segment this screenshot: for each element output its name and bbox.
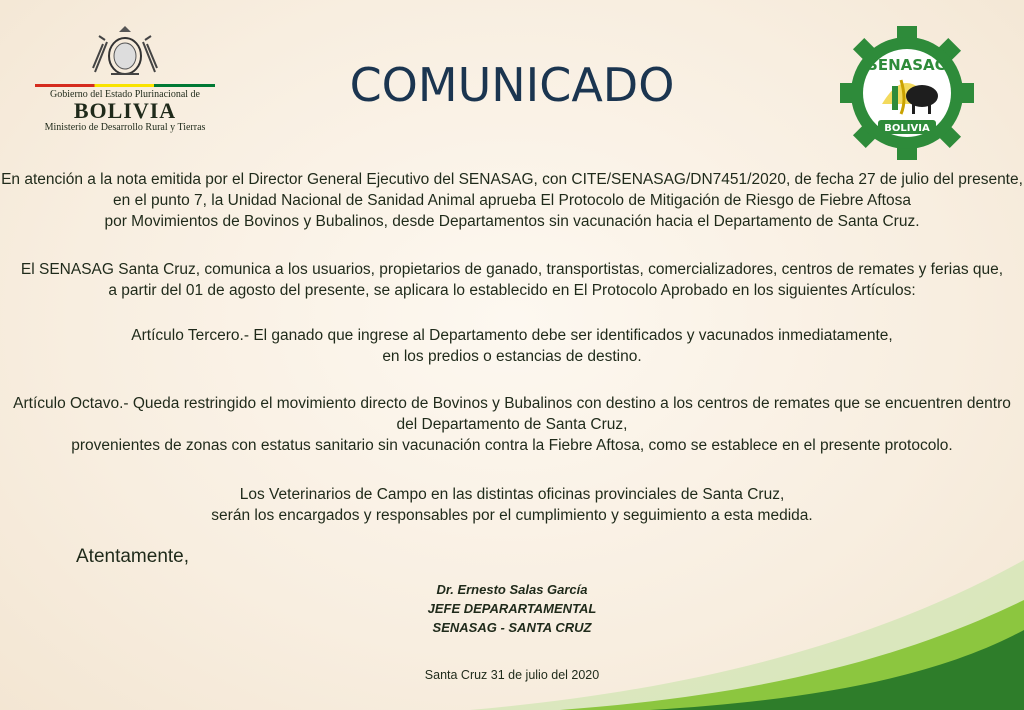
closing-salutation: Atentamente, (76, 546, 190, 567)
text-line: El SENASAG Santa Cruz, comunica a los usuarios, propietarios de ganado, transportistas, comercializadores, centros de remates y ferias que, (20, 261, 1004, 278)
document-date: Santa Cruz 31 de julio del 2020 (424, 668, 600, 682)
text-line: por Movimientos de Bovinos y Bubalinos, desde Departamentos sin vacunación hacia el Departamento de Santa Cruz. (104, 213, 920, 230)
text-line: Artículo Octavo.- Queda restringido el movimiento directo de Bovinos y Bubalinos con destino a los centros de remates que se encuentren dentro (13, 395, 1011, 412)
gov-line3: Ministerio de Desarrollo Rural y Tierras (44, 122, 206, 133)
text-line: provenientes de zonas con estatus sanitario sin vacunación contra la Fiebre Aftosa, como se establece en el presente protocolo. (71, 437, 953, 454)
text-line: Los Veterinarios de Campo en las distintas oficinas provinciales de Santa Cruz, (239, 486, 785, 503)
text-line: del Departamento de Santa Cruz, (396, 416, 628, 433)
paragraph-2 (0, 259, 1024, 301)
text-line: en el punto 7, la Unidad Nacional de Sanidad Animal aprueba El Protocolo de Mitigación de Riesgo de Fiebre Aftosa (113, 192, 911, 209)
signer-name: Dr. Ernesto Salas García (436, 582, 588, 597)
text-line: en los predios o estancias de destino. (382, 348, 642, 365)
paragraph-5 (0, 484, 1024, 526)
senasag-top-text: SENASAG (867, 56, 947, 74)
page-title: COMUNICADO (349, 58, 675, 112)
senasag-bottom-text: BOLIVIA (884, 123, 930, 134)
paragraph-1 (0, 169, 1024, 232)
signer-org: SENASAG - SANTA CRUZ (432, 620, 592, 635)
signature-block (0, 580, 1024, 637)
signer-role: JEFE DEPARARTAMENTAL (427, 601, 597, 616)
paragraph-3 (0, 325, 1024, 367)
text-line: Artículo Tercero.- El ganado que ingrese al Departamento debe ser identificados y vacunados inmediatamente, (131, 327, 893, 344)
paragraph-4 (0, 393, 1024, 456)
text-line: En atención a la nota emitida por el Director General Ejecutivo del SENASAG, con CITE/SENASAG/DN7451/2020, de fecha 27 de julio del presente, (1, 171, 1023, 188)
text-line: a partir del 01 de agosto del presente, se aplicara lo establecido en El Protocolo Aprobado en los siguientes Artículos: (108, 282, 916, 299)
gov-line1: Gobierno del Estado Plurinacional de (50, 89, 200, 100)
gov-line2: BOLIVIA (73, 98, 177, 123)
senasag-logo (838, 24, 976, 162)
text-line: serán los encargados y responsables por el cumplimiento y seguimiento a esta medida. (211, 507, 813, 524)
